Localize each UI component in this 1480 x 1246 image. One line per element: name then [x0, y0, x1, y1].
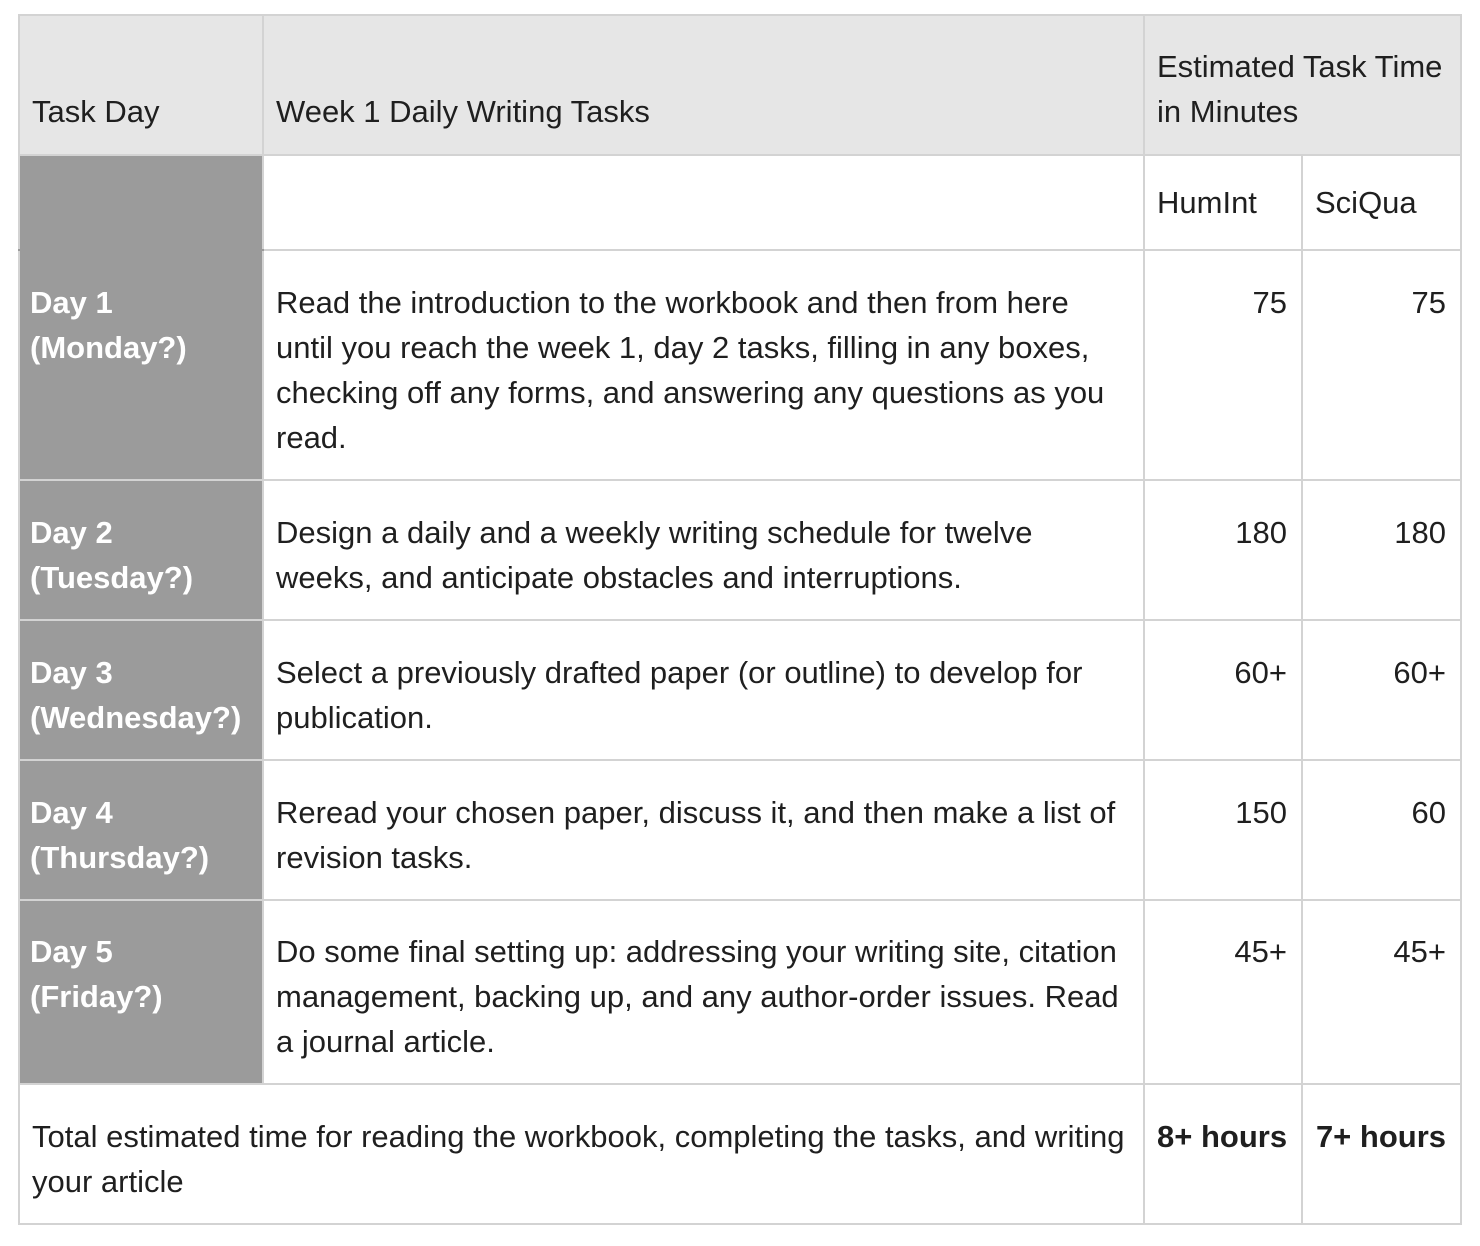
table-row [19, 480, 1461, 620]
day-cell [19, 900, 263, 1084]
day-label: Day 4 [30, 795, 113, 830]
table-row [19, 900, 1461, 1084]
task-description: Design a daily and a weekly writing schedule for twelve weeks, and anticipate obstacles and interruptions. [263, 480, 1144, 620]
task-description: Read the introduction to the workbook and then from here until you reach the week 1, day 2 tasks, filling in any boxes, checking off any forms, and answering any questions as you read. [263, 250, 1144, 480]
day-column-spacer [19, 155, 263, 250]
header-task-day: Task Day [19, 15, 263, 155]
weekday-label: (Tuesday?) [30, 560, 194, 595]
weekday-label: (Monday?) [30, 330, 187, 365]
total-label: Total estimated time for reading the workbook, completing the tasks, and writing your article [19, 1084, 1144, 1224]
task-description: Reread your chosen paper, discuss it, and then make a list of revision tasks. [263, 760, 1144, 900]
day-cell [19, 760, 263, 900]
humint-minutes: 60+ [1144, 620, 1302, 760]
humint-minutes: 75 [1144, 250, 1302, 480]
subheader-sciqua: SciQua [1302, 155, 1461, 250]
table-row [19, 250, 1461, 480]
total-humint: 8+ hours [1144, 1084, 1302, 1224]
total-sciqua: 7+ hours [1302, 1084, 1461, 1224]
weekday-label: (Thursday?) [30, 840, 210, 875]
subheader-row [19, 155, 1461, 250]
total-row [19, 1084, 1461, 1224]
day-label: Day 3 [30, 655, 113, 690]
tasks-column-spacer [263, 155, 1144, 250]
header-estimated-time: Estimated Task Time in Minutes [1144, 15, 1461, 155]
table-row [19, 760, 1461, 900]
table-row [19, 620, 1461, 760]
day-cell [19, 480, 263, 620]
sciqua-minutes: 60+ [1302, 620, 1461, 760]
weekday-label: (Friday?) [30, 979, 163, 1014]
subheader-humint: HumInt [1144, 155, 1302, 250]
humint-minutes: 180 [1144, 480, 1302, 620]
weekday-label: (Wednesday?) [30, 700, 242, 735]
day-cell [19, 620, 263, 760]
humint-minutes: 150 [1144, 760, 1302, 900]
task-description: Do some final setting up: addressing your writing site, citation management, backing up, and any author-order issues. Read a journal article. [263, 900, 1144, 1084]
sciqua-minutes: 75 [1302, 250, 1461, 480]
week1-task-table [18, 14, 1462, 1225]
day-label: Day 2 [30, 515, 113, 550]
header-tasks: Week 1 Daily Writing Tasks [263, 15, 1144, 155]
sciqua-minutes: 180 [1302, 480, 1461, 620]
sciqua-minutes: 45+ [1302, 900, 1461, 1084]
sciqua-minutes: 60 [1302, 760, 1461, 900]
day-label: Day 1 [30, 285, 113, 320]
header-row [19, 15, 1461, 155]
day-label: Day 5 [30, 934, 113, 969]
day-cell [19, 250, 263, 480]
humint-minutes: 45+ [1144, 900, 1302, 1084]
task-description: Select a previously drafted paper (or outline) to develop for publication. [263, 620, 1144, 760]
schedule-table-wrapper [18, 14, 1462, 1225]
